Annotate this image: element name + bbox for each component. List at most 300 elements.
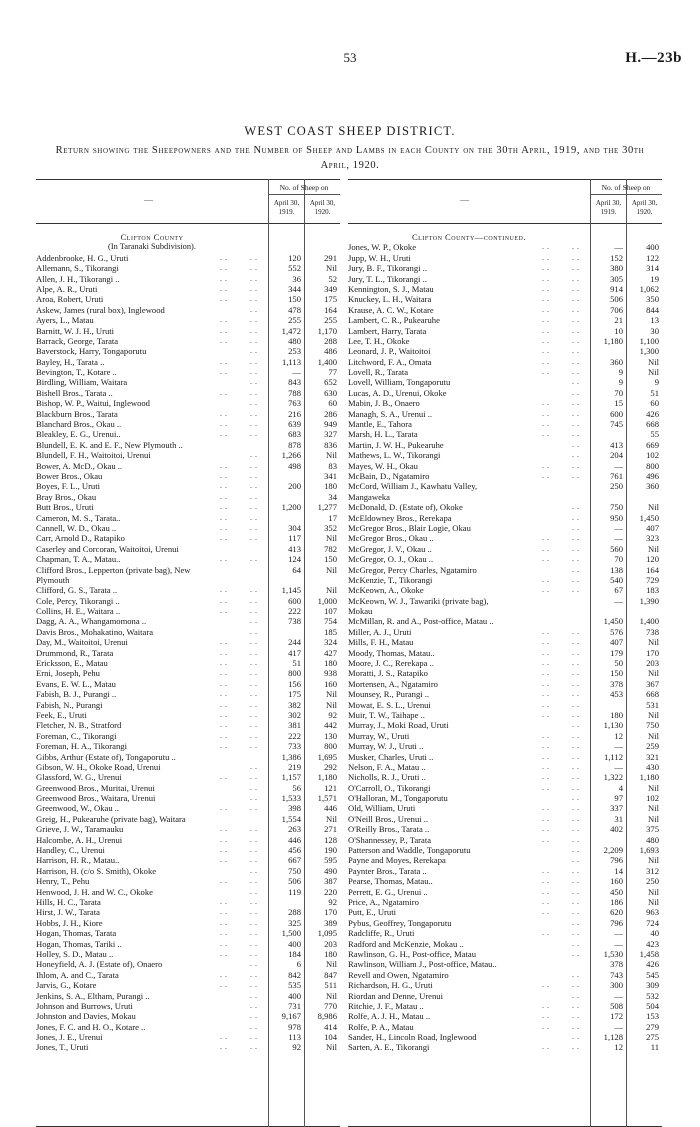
owner-name: Foreman, C., Tikorangi — [36, 730, 117, 741]
table-row — [348, 1011, 662, 1021]
table-row — [36, 398, 340, 408]
sheep-count-1920: 271 — [324, 824, 337, 835]
sheep-count-1919: 1,113 — [281, 356, 301, 367]
leader-dots: .. — [220, 1032, 230, 1042]
owner-name: Moratti, J. S., Ratapiko — [348, 668, 428, 679]
sheep-count-1920: Nil — [648, 803, 659, 814]
owner-name: Lambert, Harry, Tarata — [348, 325, 427, 336]
sheep-count-1920: 847 — [324, 969, 337, 980]
table-row — [348, 523, 662, 533]
sheep-count-1919: 9,167 — [281, 1011, 301, 1022]
leader-dots: .. — [542, 533, 552, 543]
owner-name: Riordan and Denne, Urenui — [348, 990, 443, 1001]
leader-dots: .. — [572, 512, 582, 522]
table-row — [348, 481, 662, 491]
leader-dots: .. — [250, 1032, 260, 1042]
leader-dots: .. — [250, 283, 260, 293]
leader-dots: .. — [250, 699, 260, 709]
sheep-count-1920: Nil — [648, 356, 659, 367]
header-sheep-on: No. of Sheep on — [601, 183, 651, 192]
sheep-count-1920: 30 — [650, 325, 659, 336]
owner-name: Bower, A. McD., Okau .. — [36, 460, 123, 471]
owner-name: Johnston and Davies, Mokau — [36, 1011, 136, 1022]
leader-dots: .. — [542, 585, 552, 595]
table-row — [348, 710, 662, 720]
sheep-count-1920: 203 — [646, 658, 659, 669]
table-row — [36, 855, 340, 865]
leader-dots: .. — [572, 772, 582, 782]
leader-dots: .. — [542, 554, 552, 564]
sheep-count-1919: 731 — [288, 1000, 301, 1011]
leader-dots: .. — [250, 897, 260, 906]
leader-dots: .. — [220, 948, 230, 958]
leader-dots: .. — [220, 772, 230, 782]
table-row — [36, 689, 340, 699]
owner-name: Greenwood Bros., Waitara, Urenui — [36, 793, 156, 804]
owner-name: Grieve, J. W., Taramauku — [36, 824, 124, 835]
leader-dots: .. — [572, 741, 582, 751]
table-row — [348, 907, 662, 917]
leader-dots: .. — [250, 845, 260, 855]
leader-dots: .. — [220, 263, 230, 273]
sheep-count-1920: 180 — [324, 658, 337, 669]
leader-dots: .. — [542, 876, 552, 886]
sheep-count-1919: 1,130 — [603, 720, 623, 731]
sheep-count-1920: 9 — [654, 377, 659, 388]
leader-dots: .. — [572, 678, 582, 688]
sheep-count-1920: 423 — [646, 938, 659, 949]
leader-dots: .. — [542, 1000, 552, 1010]
sheep-count-1919: 200 — [288, 481, 301, 492]
leader-dots: .. — [250, 782, 260, 792]
table-row — [36, 959, 340, 969]
right-table — [348, 179, 662, 1127]
sheep-count-1919: 842 — [288, 969, 301, 980]
leader-dots: .. — [572, 1000, 582, 1010]
owner-name: Musker, Charles, Uruti .. — [348, 751, 434, 762]
sheep-count-1920: Nil — [648, 668, 659, 679]
leader-dots: .. — [250, 730, 260, 740]
table-row — [348, 959, 662, 969]
owner-name: Mangaweka — [348, 491, 390, 502]
leader-dots: .. — [542, 772, 552, 782]
leader-dots: .. — [250, 335, 260, 345]
table-row — [36, 253, 340, 263]
sheep-count-1919: 407 — [610, 637, 623, 648]
table-row — [36, 1001, 340, 1011]
table-row — [36, 513, 340, 523]
owner-name: Payne and Moyes, Rerekapa — [348, 855, 446, 866]
owner-name: Askew, James (rural box), Inglewood — [36, 304, 165, 315]
owner-name: Murray, J., Moki Road, Uruti — [348, 720, 449, 731]
sheep-count-1920: 286 — [324, 408, 337, 419]
owner-name: Martin, J. W. H., Pukearuhe — [348, 439, 444, 450]
table-row — [36, 429, 340, 439]
leader-dots: .. — [220, 283, 230, 293]
leader-dots: .. — [572, 720, 582, 730]
sheep-count-1920: 486 — [324, 346, 337, 357]
sheep-count-1919: 50 — [614, 658, 623, 669]
section-heading — [36, 232, 340, 242]
sheep-count-1920: 1,180 — [639, 772, 659, 783]
leader-dots: .. — [542, 283, 552, 293]
leader-dots: .. — [572, 439, 582, 449]
sheep-count-1919: 9 — [618, 367, 623, 378]
sheep-count-1919: 381 — [288, 720, 301, 731]
sheep-count-1920: 1,400 — [317, 356, 337, 367]
leader-dots: .. — [220, 470, 230, 480]
table-row — [348, 824, 662, 834]
table-row — [36, 533, 340, 543]
sheep-count-1920: 1,180 — [317, 772, 337, 783]
owner-name: Cameron, M. S., Tarata.. — [36, 512, 121, 523]
sheep-count-1920: Nil — [648, 543, 659, 554]
leader-dots: .. — [542, 813, 552, 823]
leader-dots: .. — [220, 252, 230, 262]
document-subtitle: Return showing the Sheepowners and the Number of Sheep and Lambs in each County on the 30th April, 1919, and the 30th April, 1920. — [55, 145, 645, 171]
leader-dots: .. — [542, 574, 552, 584]
sheep-count-1919: 576 — [610, 626, 623, 637]
table-row — [36, 263, 340, 273]
owner-name: Davis Bros., Mohakatino, Waitara — [36, 626, 154, 637]
sheep-count-1919: 1,500 — [281, 928, 301, 939]
leader-dots: .. — [572, 938, 582, 948]
sheep-count-1920: 279 — [646, 1021, 659, 1032]
sheep-count-1919: — — [614, 741, 623, 752]
leader-dots: .. — [250, 387, 260, 397]
table-row — [36, 1022, 340, 1032]
sheep-count-1919: 97 — [614, 793, 623, 804]
sheep-count-1919: — — [614, 1021, 623, 1032]
sheep-count-1920: 1,571 — [317, 793, 337, 804]
table-row — [36, 419, 340, 429]
leader-dots: .. — [250, 346, 260, 356]
leader-dots: .. — [220, 720, 230, 730]
leader-dots: .. — [572, 689, 582, 699]
sheep-count-1920: 11 — [650, 1042, 659, 1053]
leader-dots: .. — [572, 450, 582, 460]
table-header-rule — [36, 223, 340, 224]
sheep-count-1920: 442 — [324, 720, 337, 731]
header-sheep-on: No. of Sheep on — [279, 183, 329, 192]
table-row — [348, 606, 662, 616]
sheep-count-1919: 417 — [288, 647, 301, 658]
owner-name: Fabish, B. J., Purangi .. — [36, 689, 117, 700]
leader-dots: .. — [572, 886, 582, 896]
sheep-count-1919: 796 — [610, 855, 623, 866]
owner-name: Price, A., Ngatamiro — [348, 897, 419, 907]
owner-name: Jupp, W. H., Uruti — [348, 252, 411, 263]
sheep-count-1919: 378 — [610, 678, 623, 689]
header-1919: April 30, 1919. — [273, 199, 300, 216]
sheep-count-1919: 70 — [614, 554, 623, 565]
table-row — [348, 679, 662, 689]
sheep-count-1919: 738 — [288, 616, 301, 627]
table-row — [36, 461, 340, 471]
table-row — [36, 772, 340, 782]
owner-name: Hills, H. C., Tarata — [36, 897, 101, 907]
table-row — [36, 305, 340, 315]
sheep-count-1920: 255 — [324, 315, 337, 326]
leader-dots: .. — [572, 855, 582, 865]
owner-name: Ritchie, J. F., Matau .. — [348, 1000, 424, 1011]
table-row — [348, 887, 662, 897]
owner-name: Blundell, F. H., Waitoitoi, Urenui — [36, 450, 151, 461]
sheep-count-1920: 288 — [324, 335, 337, 346]
table-row — [36, 803, 340, 813]
sheep-count-1919: 300 — [610, 980, 623, 991]
sheep-count-1920: 327 — [324, 429, 337, 440]
leader-dots: .. — [542, 689, 552, 699]
owner-name: Pybus, Geoffrey, Tongaporutu — [348, 917, 452, 928]
table-row — [348, 1022, 662, 1032]
owner-name: Bishell Bros., Tarata .. — [36, 387, 113, 398]
owner-name: O'Carroll, O., Tikorangi — [348, 782, 431, 793]
sheep-count-1920: 511 — [324, 980, 337, 991]
owner-name: Lambert, C. R., Pukearuhe — [348, 315, 440, 326]
sheep-count-1920: 1,300 — [639, 346, 659, 357]
sheep-count-1920: 738 — [646, 626, 659, 637]
sheep-count-1919: 378 — [610, 959, 623, 970]
leader-dots: .. — [220, 481, 230, 491]
sheep-count-1919: 413 — [288, 543, 301, 554]
sheep-count-1920: Nil — [326, 263, 337, 274]
sheep-count-1920: 367 — [646, 678, 659, 689]
owner-name: Rawlinson, G. H., Post-office, Matau — [348, 948, 477, 959]
leader-dots: .. — [220, 907, 230, 917]
table-row — [348, 305, 662, 315]
sheep-count-1920: Nil — [648, 502, 659, 513]
leader-dots: .. — [220, 647, 230, 657]
sheep-count-1920: 724 — [646, 917, 659, 928]
leader-dots: .. — [542, 699, 552, 709]
owner-name: Caserley and Corcoran, Waitoitoi, Urenui — [36, 543, 179, 554]
sheep-count-1920: 77 — [328, 367, 337, 378]
sheep-count-1919: 263 — [288, 824, 301, 835]
table-row — [36, 939, 340, 949]
table-row — [348, 1042, 662, 1052]
leader-dots: .. — [250, 554, 260, 564]
leader-dots: .. — [250, 450, 260, 460]
table-row — [36, 648, 340, 658]
leader-dots: .. — [250, 990, 260, 1000]
table-row — [348, 772, 662, 782]
leader-dots: .. — [250, 252, 260, 262]
leader-dots: .. — [250, 658, 260, 668]
leader-dots: .. — [572, 429, 582, 439]
leader-dots: .. — [220, 356, 230, 366]
sheep-count-1919: 204 — [610, 450, 623, 461]
leader-dots: .. — [572, 273, 582, 283]
leader-dots: .. — [220, 678, 230, 688]
table-row — [36, 814, 340, 824]
owner-name: McGregor, J. V., Okau .. — [348, 543, 432, 554]
leader-dots: .. — [250, 855, 260, 865]
sheep-count-1920: Nil — [648, 730, 659, 741]
sheep-count-1919: 344 — [288, 283, 301, 294]
owner-name: O'Shannessey, P., Tarata — [348, 834, 432, 845]
sheep-count-1919: 1,266 — [281, 450, 301, 461]
sheep-count-1919: 6 — [296, 959, 301, 970]
leader-dots: .. — [542, 315, 552, 325]
sheep-count-1920: 250 — [646, 876, 659, 887]
sheep-count-1920: 400 — [646, 242, 659, 253]
owner-name: McKeown, W. J., Tawariki (private bag), — [348, 595, 489, 606]
owner-name: Mortensen, A., Ngatamiro — [348, 678, 438, 689]
leader-dots: .. — [572, 356, 582, 366]
sheep-count-1919: 800 — [288, 668, 301, 679]
sheep-count-1920: 490 — [324, 865, 337, 876]
table-row — [348, 274, 662, 284]
sheep-count-1920: Nil — [326, 990, 337, 1001]
sheep-count-1919: 244 — [288, 637, 301, 648]
leader-dots: .. — [572, 803, 582, 813]
table-row — [36, 616, 340, 626]
sheep-count-1919: 302 — [288, 709, 301, 720]
owner-name: Greig, H., Pukearuhe (private bag), Waitara — [36, 813, 186, 824]
table-row — [36, 907, 340, 917]
leader-dots: .. — [220, 938, 230, 948]
table-row — [348, 980, 662, 990]
sheep-count-1919: 796 — [610, 917, 623, 928]
owner-name: McGregor, Percy Charles, Ngatamiro — [348, 564, 477, 575]
leader-dots: .. — [572, 647, 582, 657]
owner-name: Honeyfield, A. J. (Estate of), Onaero — [36, 959, 163, 970]
sheep-count-1919: 750 — [288, 865, 301, 876]
owner-name: Lovell, William, Tongaporutu — [348, 377, 451, 388]
leader-dots: .. — [250, 304, 260, 314]
sheep-count-1919: 2,209 — [603, 845, 623, 856]
sheep-count-1920: Nil — [648, 367, 659, 378]
leader-dots: .. — [250, 1021, 260, 1031]
owner-name: Allemann, S., Tikorangi — [36, 263, 119, 274]
owner-name: Addenbrooke, H. G., Uruti — [36, 252, 129, 263]
leader-dots: .. — [250, 398, 260, 408]
leader-dots: .. — [572, 460, 582, 470]
sheep-count-1920: 352 — [324, 522, 337, 533]
sheep-count-1920: 51 — [650, 387, 659, 398]
leader-dots: .. — [542, 294, 552, 304]
table-row — [36, 502, 340, 512]
sheep-count-1919: 255 — [288, 315, 301, 326]
sheep-count-1920: 949 — [324, 419, 337, 430]
owner-name: Bleakley, E. G., Urenui.. — [36, 429, 121, 440]
sheep-count-1920: 92 — [328, 709, 337, 720]
sheep-count-1919: 21 — [614, 315, 623, 326]
leader-dots: .. — [542, 865, 552, 875]
table-row — [348, 803, 662, 813]
owner-name: Muir, T. W., Taihape .. — [348, 709, 425, 720]
leader-dots: .. — [220, 294, 230, 304]
table-row — [348, 346, 662, 356]
leader-dots: .. — [572, 751, 582, 761]
leader-dots: .. — [572, 969, 582, 979]
leader-dots: .. — [572, 948, 582, 958]
owner-name: Lee, T. H., Okoke — [348, 335, 410, 346]
sheep-count-1920: Nil — [648, 782, 659, 793]
sheep-count-1920: 375 — [646, 824, 659, 835]
sheep-count-1919: 380 — [610, 263, 623, 274]
sheep-count-1919: 1,386 — [281, 751, 301, 762]
sheep-count-1919: 914 — [610, 283, 623, 294]
table-row — [36, 731, 340, 741]
table-row — [36, 866, 340, 876]
leader-dots: .. — [250, 709, 260, 719]
table-row — [348, 793, 662, 803]
sheep-count-1920: 8,986 — [317, 1011, 337, 1022]
sheep-count-1920: 292 — [324, 761, 337, 772]
leader-dots: .. — [220, 502, 230, 512]
leader-dots: .. — [220, 533, 230, 543]
sheep-count-1920: 1,695 — [317, 751, 337, 762]
table-row — [348, 388, 662, 398]
sheep-count-1920: 324 — [324, 637, 337, 648]
sheep-count-1919: 456 — [288, 845, 301, 856]
leader-dots: .. — [220, 928, 230, 938]
owner-name: Moody, Thomas, Matau.. — [348, 647, 435, 658]
leader-dots: .. — [542, 928, 552, 938]
sheep-count-1919: 160 — [610, 876, 623, 887]
leader-dots: .. — [250, 876, 260, 886]
owner-name: Barrack, George, Tarata — [36, 335, 119, 346]
leader-dots: .. — [542, 897, 552, 906]
sheep-count-1919: 600 — [610, 408, 623, 419]
leader-dots: .. — [542, 803, 552, 813]
owner-name: Mills, F. H., Matau — [348, 637, 414, 648]
sheep-count-1919: 398 — [288, 803, 301, 814]
owner-name: Moore, J. C., Rerekapa .. — [348, 658, 434, 669]
leader-dots: .. — [572, 419, 582, 429]
owner-name: Mokau — [348, 606, 373, 617]
owner-name: McGregor Bros., Blair Logie, Okau — [348, 522, 471, 533]
sheep-count-1920: Nil — [648, 813, 659, 824]
table-row — [36, 294, 340, 304]
owner-name: Paynter Bros., Tarata .. — [348, 865, 427, 876]
table-row — [36, 367, 340, 377]
sheep-count-1920: 800 — [324, 741, 337, 752]
leader-dots: .. — [572, 824, 582, 834]
sheep-count-1920: Nil — [326, 959, 337, 970]
table-top-rule — [348, 179, 662, 180]
leader-dots: .. — [250, 959, 260, 969]
sheep-count-1919: 1,554 — [281, 813, 301, 824]
owner-name: Day, M., Waitoitoi, Urenui — [36, 637, 128, 648]
owner-name: Hogan, Thomas, Tarata — [36, 928, 117, 939]
leader-dots: .. — [542, 834, 552, 844]
table-row — [348, 949, 662, 959]
table-row — [36, 876, 340, 886]
sheep-count-1920: 389 — [324, 917, 337, 928]
sheep-count-1920: 259 — [646, 741, 659, 752]
table-header-rule — [348, 223, 662, 224]
owner-name: Bower Bros., Okau — [36, 470, 103, 481]
leader-dots: .. — [572, 1011, 582, 1021]
table-row — [36, 388, 340, 398]
table-row — [36, 887, 340, 897]
leader-dots: .. — [542, 304, 552, 314]
leader-dots: .. — [542, 273, 552, 283]
leader-dots: .. — [220, 315, 230, 325]
leader-dots: .. — [542, 741, 552, 751]
leader-dots: .. — [250, 533, 260, 543]
owner-name: Drummond, R., Tarata — [36, 647, 114, 658]
owner-name: Greenwood, W., Okau .. — [36, 803, 120, 814]
sheep-count-1919: 119 — [288, 886, 301, 897]
table-row — [348, 440, 662, 450]
sheep-count-1919: — — [614, 928, 623, 939]
table-row — [36, 897, 340, 907]
leader-dots: .. — [542, 460, 552, 470]
